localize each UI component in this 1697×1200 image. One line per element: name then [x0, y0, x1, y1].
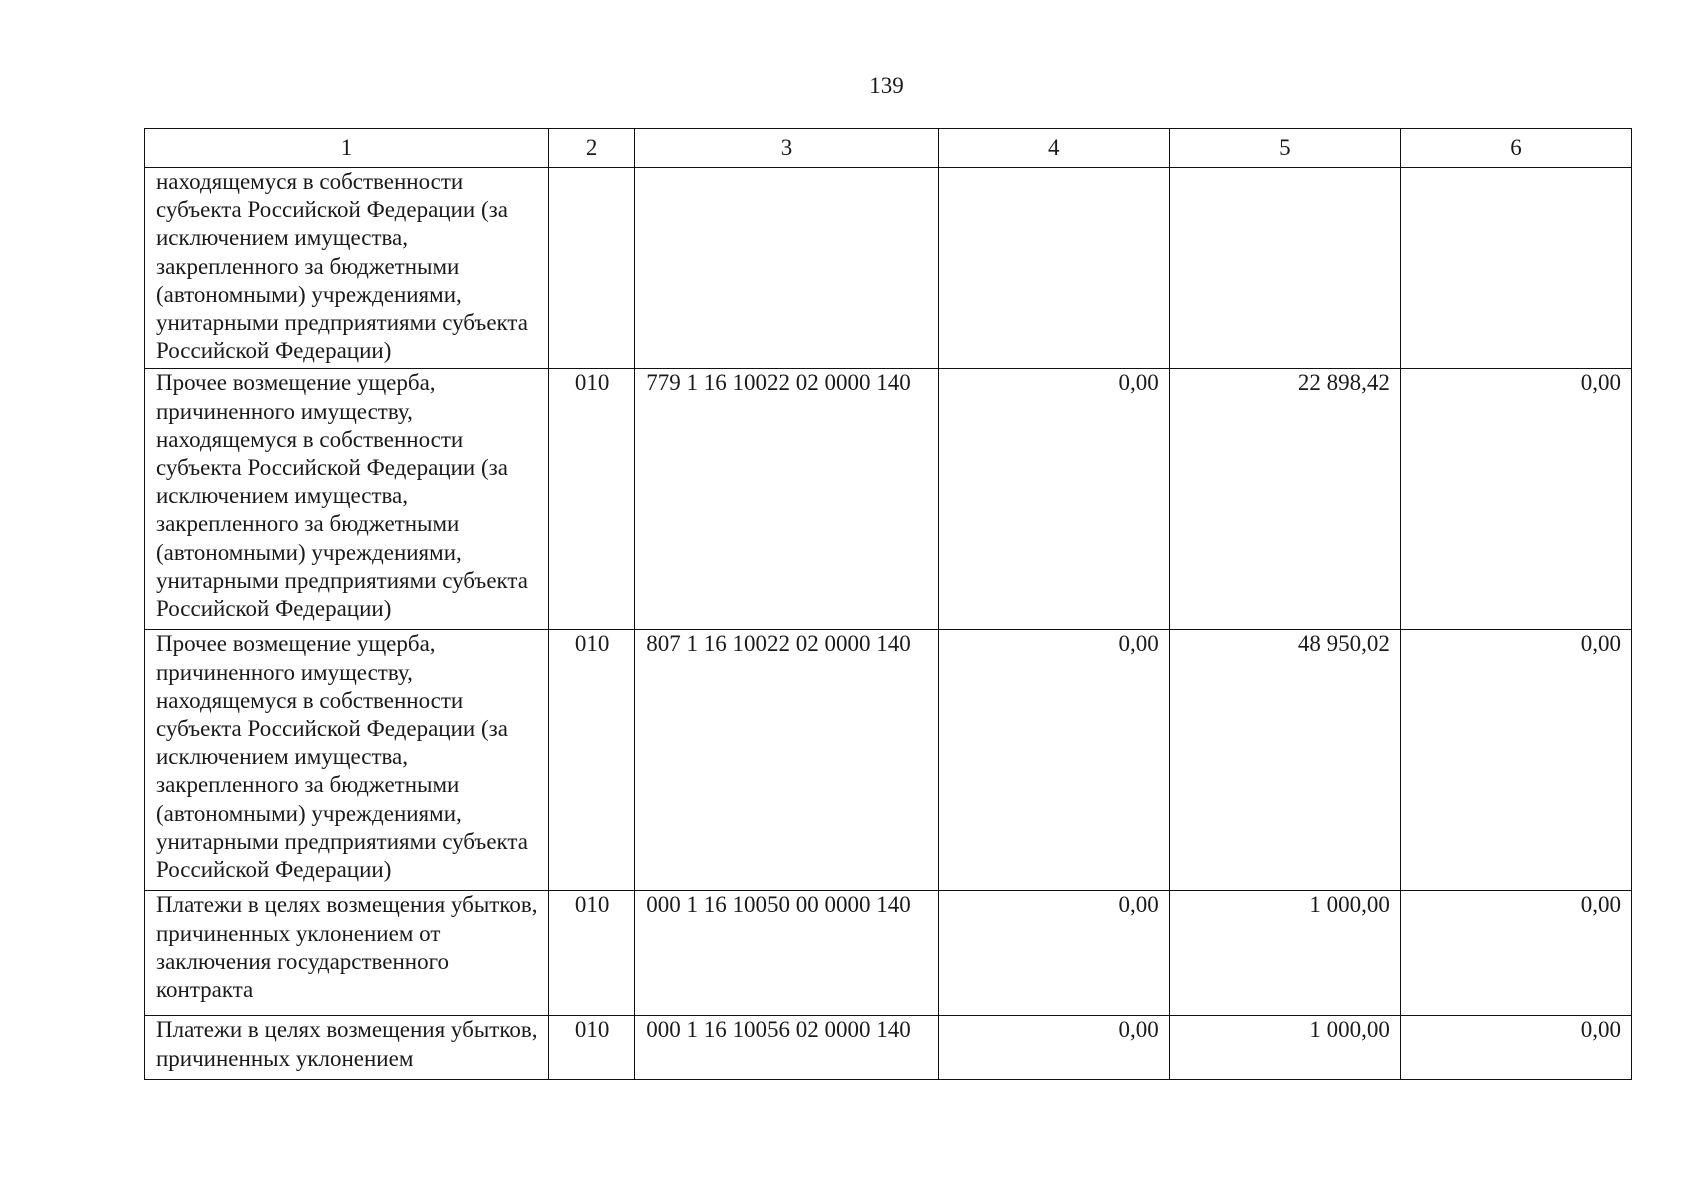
column-number-header-row [145, 129, 1632, 168]
table-row [145, 891, 1632, 1016]
row-value-col6-cell: 0,00 [1400, 1016, 1631, 1080]
row-value-col6-cell: 0,00 [1400, 369, 1631, 630]
row-value-col5-cell: 1 000,00 [1169, 1016, 1400, 1080]
table-row [145, 168, 1632, 369]
table-row [145, 630, 1632, 891]
row-value-col6-cell [1400, 168, 1631, 369]
row-line-code-cell: 010 [548, 369, 634, 630]
table-row [145, 369, 1632, 630]
row-line-code-cell: 010 [548, 891, 634, 1016]
row-value-col5-cell: 48 950,02 [1169, 630, 1400, 891]
row-value-col6-cell: 0,00 [1400, 891, 1631, 1016]
column-header-3: 3 [635, 129, 938, 168]
column-header-4: 4 [938, 129, 1169, 168]
row-name-cell: Прочее возмещение ущерба, причиненного имуществу, находящемуся в собственности субъекта Российской Федерации (за исключением имущества, закрепленного за бюджетными (автономными) учреждениями, унитарными предприятиями субъекта Российской Федерации) [145, 630, 549, 891]
row-value-col4-cell: 0,00 [938, 1016, 1169, 1080]
row-budget-code-cell: 000 1 16 10050 00 0000 140 [635, 891, 938, 1016]
column-header-1: 1 [145, 129, 549, 168]
row-budget-code-cell: 807 1 16 10022 02 0000 140 [635, 630, 938, 891]
row-name-cell: находящемуся в собственности субъекта Российской Федерации (за исключением имущества, закрепленного за бюджетными (автономными) учреждениями, унитарными предприятиями субъекта Российской Федерации) [145, 168, 549, 369]
column-header-2: 2 [548, 129, 634, 168]
report-table [144, 128, 1632, 1080]
row-line-code-cell: 010 [548, 630, 634, 891]
row-value-col4-cell: 0,00 [938, 891, 1169, 1016]
row-value-col4-cell: 0,00 [938, 630, 1169, 891]
row-value-col6-cell: 0,00 [1400, 630, 1631, 891]
row-value-col5-cell: 1 000,00 [1169, 891, 1400, 1016]
row-value-col5-cell: 22 898,42 [1169, 369, 1400, 630]
table-row [145, 1016, 1632, 1080]
column-header-6: 6 [1400, 129, 1631, 168]
row-value-col4-cell [938, 168, 1169, 369]
row-budget-code-cell [635, 168, 938, 369]
page-number: 139 [869, 73, 904, 98]
row-line-code-cell: 010 [548, 1016, 634, 1080]
row-budget-code-cell: 779 1 16 10022 02 0000 140 [635, 369, 938, 630]
row-name-cell: Платежи в целях возмещения убытков, причиненных уклонением [145, 1016, 549, 1080]
row-value-col5-cell [1169, 168, 1400, 369]
row-name-cell: Платежи в целях возмещения убытков, причиненных уклонением от заключения государственного контракта [145, 891, 549, 1016]
column-header-5: 5 [1169, 129, 1400, 168]
row-value-col4-cell: 0,00 [938, 369, 1169, 630]
row-line-code-cell [548, 168, 634, 369]
row-budget-code-cell: 000 1 16 10056 02 0000 140 [635, 1016, 938, 1080]
row-name-cell: Прочее возмещение ущерба, причиненного имуществу, находящемуся в собственности субъекта Российской Федерации (за исключением имущества, закрепленного за бюджетными (автономными) учреждениями, унитарными предприятиями субъекта Российской Федерации) [145, 369, 549, 630]
